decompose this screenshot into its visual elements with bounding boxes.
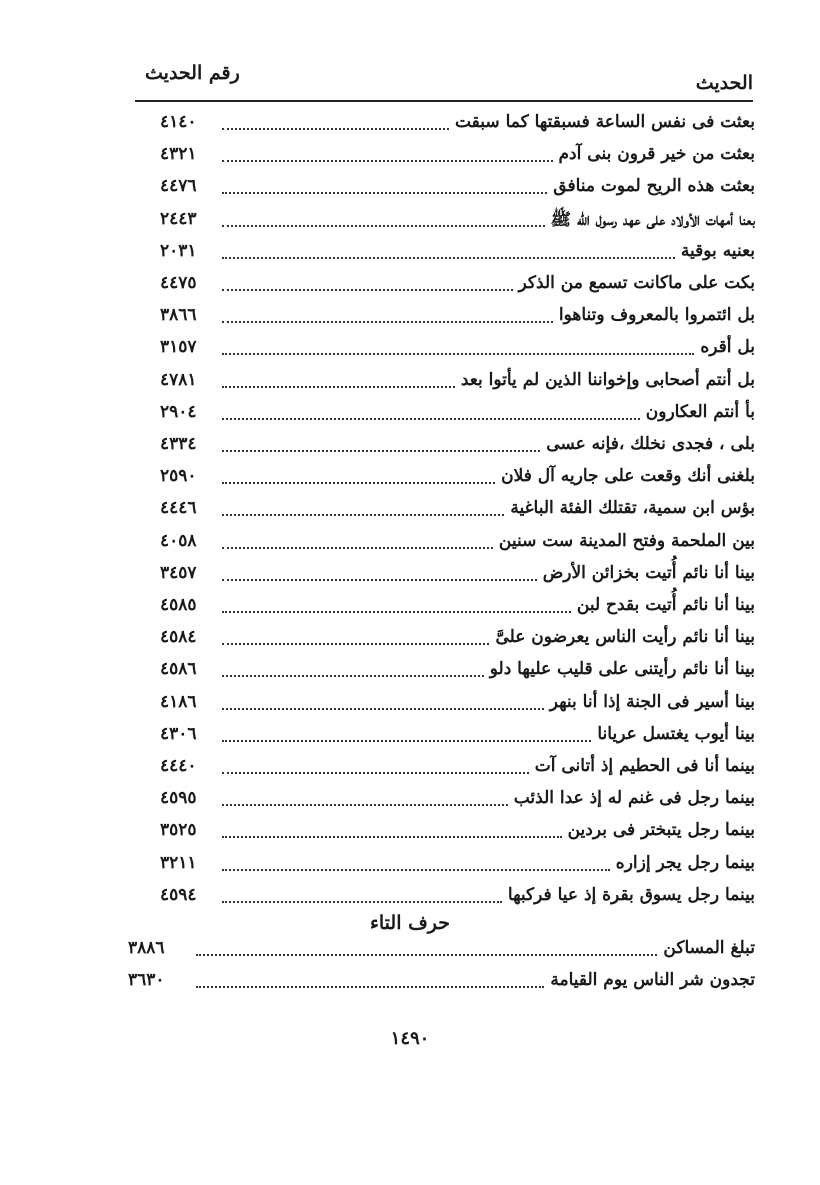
hadith-number: ٣٢١١ [160,853,197,873]
hadith-text: بعنا أمهات الأولاد على عهد رسول الله ﷺ [550,210,755,230]
leader-dots [222,482,495,484]
hadith-text: بينا أنا نائم أُتيت بخزائن الأرض [542,563,755,583]
hadith-number: ٢٩٠٤ [160,402,197,422]
index-entry [0,970,820,1000]
hadith-text: بين الملحمة وفتح المدينة ست سنين [498,531,755,551]
hadith-text: بل أنتم أصحابى وإخواننا الذين لم يأتوا بعد [460,370,755,390]
hadith-text: بل ائتمروا بالمعروف وتناهوا [558,305,755,325]
hadith-text: بل أقره [700,337,755,357]
index-entry [0,209,820,239]
hadith-text: بينما رجل يسوق بقرة إذ عيا فركبها [507,885,755,905]
index-entry [0,853,820,883]
leader-dots [222,225,545,227]
hadith-text: بلغنى أنك وقعت على جاريه آل فلان [501,466,755,486]
index-entry [0,595,820,625]
hadith-text: بينما رجل يجر إزاره [615,853,755,873]
leader-dots [222,192,547,194]
hadith-number: ٣٨٦٦ [160,305,197,325]
leader-dots [222,514,504,516]
hadith-text: بؤس ابن سمية، تقتلك الفئة الباغية [510,498,755,518]
leader-dots [222,901,502,903]
header-hadith-label: الحديث [695,72,753,94]
leader-dots [222,708,544,710]
hadith-number: ٤٥٨٦ [160,659,197,679]
leader-dots [222,869,610,871]
hadith-text: بينا أنا نائم رأيتنى على قليب عليها دلو [489,659,755,679]
hadith-text: تجدون شر الناس يوم القيامة [550,970,755,990]
index-entry [0,820,820,850]
hadith-number: ٢٥٩٠ [160,466,197,486]
hadith-number: ٤٧٨١ [160,370,197,390]
index-entry [0,241,820,271]
leader-dots [222,418,640,420]
leader-dots [222,836,562,838]
index-entry [0,176,820,206]
hadith-number: ٢٤٤٣ [160,209,197,229]
leader-dots [222,160,553,162]
leader-dots [222,257,675,259]
index-entry [0,112,820,142]
header-number-label: رقم الحديث [145,62,240,84]
hadith-number: ٤٣٠٦ [160,724,197,744]
hadith-number: ٤٠٥٨ [160,531,197,551]
leader-dots [222,611,571,613]
leader-dots [222,740,591,742]
page-number: ١٤٩٠ [390,1028,430,1049]
hadith-number: ٤٥٨٥ [160,595,197,615]
leader-dots [222,547,493,549]
hadith-number: ٣٨٨٦ [128,938,165,958]
index-entry [0,692,820,722]
index-entry [0,273,820,303]
hadith-text: بينما أنا فى الحطيم إذ أتانى آت [534,756,755,776]
index-entry [0,659,820,689]
hadith-text: بينا أسير فى الجنة إذا أنا بنهر [549,692,755,712]
index-entry [0,756,820,786]
leader-dots [222,643,489,645]
hadith-number: ٣١٥٧ [160,337,197,357]
hadith-number: ٣٤٥٧ [160,563,197,583]
leader-dots [222,353,694,355]
hadith-text: بعثت هذه الريح لموت منافق [553,176,755,196]
hadith-number: ٤٤٧٥ [160,273,197,293]
leader-dots [222,675,484,677]
index-entry [0,498,820,528]
leader-dots [222,450,540,452]
leader-dots [222,772,529,774]
index-entry [0,938,820,968]
hadith-text: بينما رجل يتبختر فى بردين [567,820,755,840]
hadith-text: بعثت من خير قرون بنى آدم [558,144,755,164]
index-entry [0,337,820,367]
hadith-text: تبلغ المساكن [663,938,755,958]
hadith-text: بينا أنا نائم رأيت الناس يعرضون علىَّ [495,627,755,647]
section-title: حرف التاء [369,912,451,934]
index-entry [0,627,820,657]
hadith-text: بأ أنتم العكارون [645,402,755,422]
hadith-text: بعنيه بوقية [680,241,755,261]
leader-dots [196,986,544,988]
leader-dots [222,289,513,291]
header-divider [135,100,753,102]
index-entry [0,531,820,561]
hadith-number: ٣٥٢٥ [160,820,197,840]
leader-dots [222,804,508,806]
hadith-text: بينا أيوب يغتسل عريانا [597,724,755,744]
hadith-text: بينما رجل فى غنم له إذ عدا الذئب [513,788,755,808]
hadith-number: ٤٥٨٤ [160,627,197,647]
hadith-number: ٤٥٩٥ [160,788,197,808]
hadith-number: ٤٥٩٤ [160,885,197,905]
hadith-number: ٤٣٢١ [160,144,197,164]
hadith-number: ٤٤٧٦ [160,176,197,196]
hadith-text: بكت على ماكانت تسمع من الذكر [518,273,755,293]
index-entry [0,563,820,593]
index-entry [0,402,820,432]
hadith-number: ٤٤٤٠ [160,756,197,776]
hadith-text: بينا أنا نائم أُتيت بقدح لبن [576,595,755,615]
index-entry [0,144,820,174]
leader-dots [222,321,553,323]
index-entry [0,466,820,496]
leader-dots [196,954,657,956]
hadith-number: ٢٠٣١ [160,241,197,261]
hadith-number: ٤١٨٦ [160,692,197,712]
hadith-number: ٤١٤٠ [160,112,197,132]
page-header [135,58,753,100]
hadith-text: بعثت فى نفس الساعة فسبقتها كما سبقت [454,112,755,132]
hadith-number: ٣٦٣٠ [128,970,165,990]
index-entry [0,434,820,464]
leader-dots [222,386,455,388]
hadith-number: ٤٤٤٦ [160,498,197,518]
index-entry [0,788,820,818]
leader-dots [222,579,537,581]
index-entry [0,305,820,335]
index-entry [0,370,820,400]
index-entry [0,724,820,754]
hadith-text: بلى ، فجدى نخلك ،فإنه عسى [546,434,755,454]
leader-dots [222,128,449,130]
hadith-number: ٤٣٣٤ [160,434,197,454]
index-entry [0,885,820,915]
